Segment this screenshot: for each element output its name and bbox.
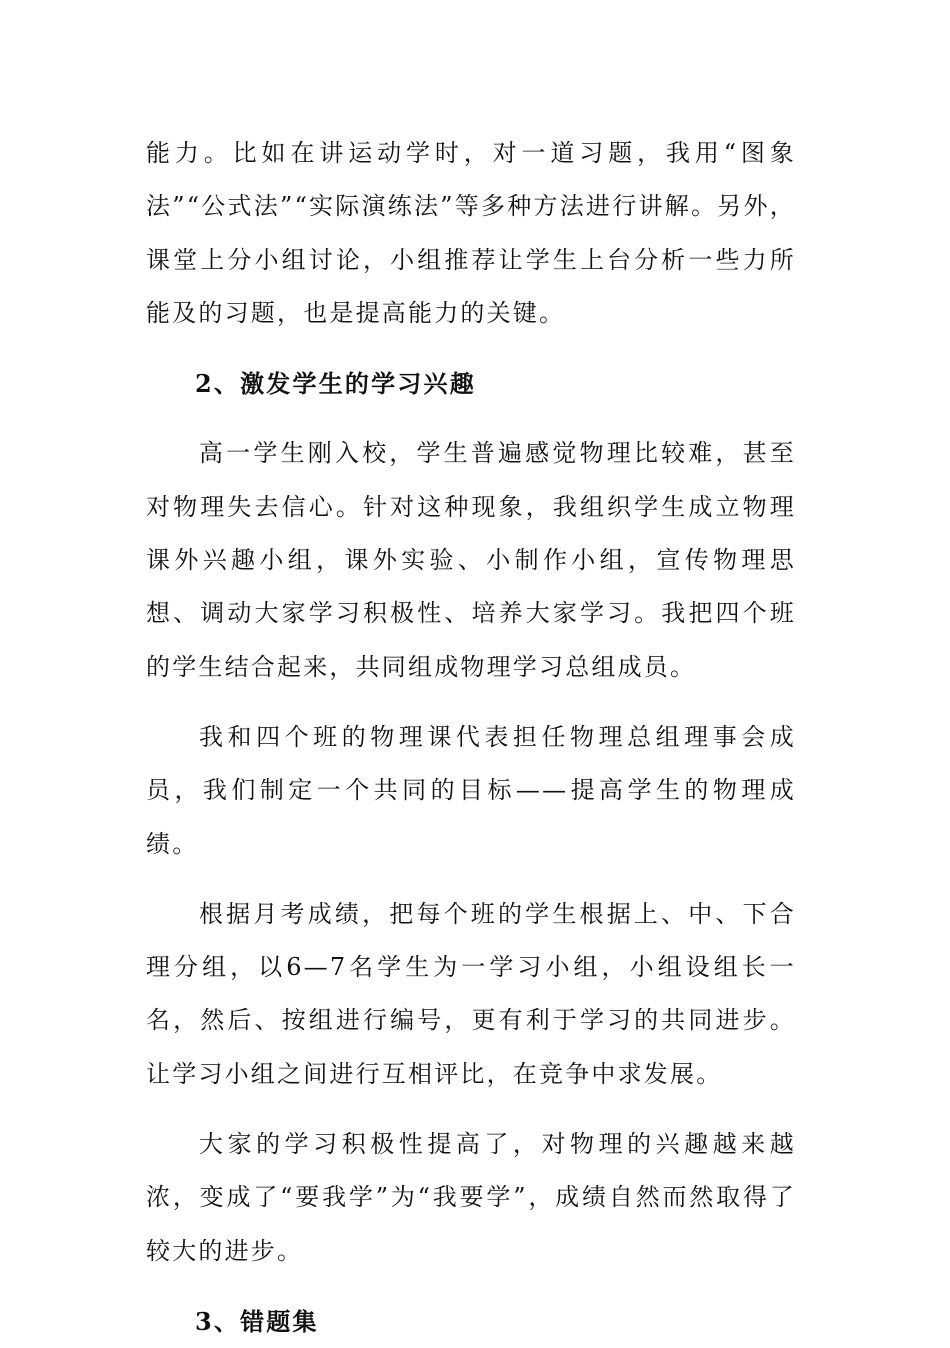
paragraph: 大家的学习积极性提高了，对物理的兴趣越来越浓，变成了“要我学”为“我要学”，成绩自然而然取得了较大的进步。 — [146, 1130, 796, 1265]
paragraph-gap — [146, 340, 796, 357]
document-body — [146, 127, 796, 1348]
paragraph-gap — [146, 1278, 796, 1295]
section-heading-3: 3、错题集 — [195, 1306, 319, 1336]
paragraph-gap — [146, 410, 796, 427]
paragraph-gap — [146, 694, 796, 711]
paragraph-gap — [146, 1101, 796, 1118]
section-heading-2: 2、激发学生的学习兴趣 — [195, 369, 476, 399]
paragraph: 高一学生刚入校，学生普遍感觉物理比较难，甚至对物理失去信心。针对这种现象，我组织学生成立物理课外兴趣小组，课外实验、小制作小组，宣传物理思想、调动大家学习积极性、培养大家学习。我把四个班的学生结合起来，共同组成物理学习总组成员。 — [146, 439, 796, 681]
paragraph-gap — [146, 871, 796, 888]
paragraph: 根据月考成绩，把每个班的学生根据上、中、下合理分组，以6—7名学生为一学习小组，小组设组长一名，然后、按组进行编号，更有利于学习的共同进步。让学习小组之间进行互相评比，在竞争中求发展。 — [146, 899, 796, 1088]
paragraph-continued: 能力。比如在讲运动学时，对一道习题，我用“图象法”“公式法”“实际演练法”等多种方法进行讲解。另外，课堂上分小组讨论，小组推荐让学生上台分析一些力所能及的习题，也是提高能力的关键。 — [146, 139, 796, 327]
paragraph: 我和四个班的物理课代表担任物理总组理事会成员，我们制定一个共同的目标——提高学生的物理成绩。 — [146, 722, 796, 858]
